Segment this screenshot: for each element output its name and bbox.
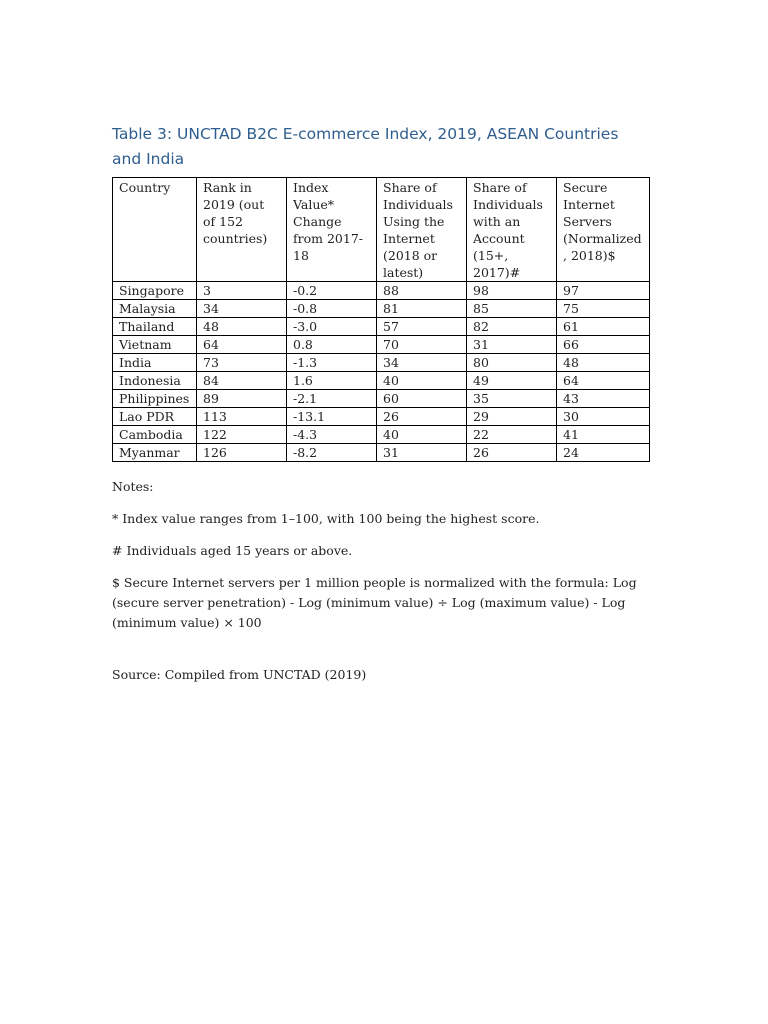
note-secure-servers: $ Secure Internet servers per 1 million people is normalized with the formula: Log (secure server penetration) - Log (minimum value) ÷ Log (maximum value) - Log (minimum value) × 100 xyxy=(112,575,637,630)
cell-country: Thailand xyxy=(113,318,197,336)
table-row xyxy=(113,336,650,354)
cell-internet-share: 40 xyxy=(377,426,467,444)
cell-internet-share: 81 xyxy=(377,300,467,318)
note-index-range: * Index value ranges from 1–100, with 100 being the highest score. xyxy=(112,511,540,526)
table-row xyxy=(113,282,650,300)
cell-secure-servers: 43 xyxy=(557,390,650,408)
cell-rank: 48 xyxy=(197,318,287,336)
header-rank: Rank in 2019 (out of 152 countries) xyxy=(197,178,287,282)
cell-index-change: -4.3 xyxy=(287,426,377,444)
header-country: Country xyxy=(113,178,197,282)
cell-country: Vietnam xyxy=(113,336,197,354)
cell-internet-share: 26 xyxy=(377,408,467,426)
header-index-change: Index Value* Change from 2017-18 xyxy=(287,178,377,282)
cell-rank: 89 xyxy=(197,390,287,408)
document-page xyxy=(112,122,652,697)
cell-index-change: -8.2 xyxy=(287,444,377,462)
cell-secure-servers: 48 xyxy=(557,354,650,372)
table-row xyxy=(113,300,650,318)
cell-rank: 64 xyxy=(197,336,287,354)
table-row xyxy=(113,318,650,336)
cell-internet-share: 31 xyxy=(377,444,467,462)
cell-internet-share: 40 xyxy=(377,372,467,390)
header-secure-servers: Secure Internet Servers (Normalized , 2018)$ xyxy=(557,178,650,282)
notes-section xyxy=(112,477,652,685)
cell-secure-servers: 61 xyxy=(557,318,650,336)
cell-account-share: 98 xyxy=(467,282,557,300)
cell-country: Indonesia xyxy=(113,372,197,390)
cell-rank: 73 xyxy=(197,354,287,372)
cell-country: Cambodia xyxy=(113,426,197,444)
cell-index-change: -2.1 xyxy=(287,390,377,408)
cell-rank: 126 xyxy=(197,444,287,462)
table-row xyxy=(113,426,650,444)
cell-internet-share: 34 xyxy=(377,354,467,372)
cell-account-share: 80 xyxy=(467,354,557,372)
table-row xyxy=(113,444,650,462)
cell-rank: 84 xyxy=(197,372,287,390)
header-internet-share: Share of Individuals Using the Internet (2018 or latest) xyxy=(377,178,467,282)
ecommerce-index-table xyxy=(112,177,650,462)
table-row xyxy=(113,354,650,372)
cell-index-change: -0.8 xyxy=(287,300,377,318)
table-row xyxy=(113,390,650,408)
cell-country: Malaysia xyxy=(113,300,197,318)
source-line: Source: Compiled from UNCTAD (2019) xyxy=(112,667,367,682)
cell-country: Philippines xyxy=(113,390,197,408)
cell-index-change: 1.6 xyxy=(287,372,377,390)
cell-internet-share: 60 xyxy=(377,390,467,408)
cell-rank: 34 xyxy=(197,300,287,318)
cell-index-change: 0.8 xyxy=(287,336,377,354)
cell-country: Lao PDR xyxy=(113,408,197,426)
cell-index-change: -0.2 xyxy=(287,282,377,300)
cell-account-share: 22 xyxy=(467,426,557,444)
cell-rank: 113 xyxy=(197,408,287,426)
cell-account-share: 82 xyxy=(467,318,557,336)
table-title: Table 3: UNCTAD B2C E-commerce Index, 2019, ASEAN Countries and India xyxy=(112,125,619,168)
table-row xyxy=(113,408,650,426)
cell-country: India xyxy=(113,354,197,372)
header-account-share: Share of Individuals with an Account (15+, 2017)# xyxy=(467,178,557,282)
cell-secure-servers: 75 xyxy=(557,300,650,318)
cell-account-share: 49 xyxy=(467,372,557,390)
cell-index-change: -1.3 xyxy=(287,354,377,372)
table-row xyxy=(113,372,650,390)
cell-secure-servers: 30 xyxy=(557,408,650,426)
cell-secure-servers: 64 xyxy=(557,372,650,390)
cell-secure-servers: 41 xyxy=(557,426,650,444)
cell-account-share: 29 xyxy=(467,408,557,426)
notes-heading: Notes: xyxy=(112,479,154,494)
cell-secure-servers: 24 xyxy=(557,444,650,462)
cell-account-share: 85 xyxy=(467,300,557,318)
cell-secure-servers: 97 xyxy=(557,282,650,300)
cell-rank: 3 xyxy=(197,282,287,300)
note-age: # Individuals aged 15 years or above. xyxy=(112,543,353,558)
cell-account-share: 26 xyxy=(467,444,557,462)
cell-index-change: -13.1 xyxy=(287,408,377,426)
cell-country: Singapore xyxy=(113,282,197,300)
cell-internet-share: 57 xyxy=(377,318,467,336)
cell-secure-servers: 66 xyxy=(557,336,650,354)
cell-account-share: 31 xyxy=(467,336,557,354)
cell-internet-share: 70 xyxy=(377,336,467,354)
cell-index-change: -3.0 xyxy=(287,318,377,336)
cell-internet-share: 88 xyxy=(377,282,467,300)
cell-country: Myanmar xyxy=(113,444,197,462)
table-header-row xyxy=(113,178,650,282)
cell-rank: 122 xyxy=(197,426,287,444)
cell-account-share: 35 xyxy=(467,390,557,408)
